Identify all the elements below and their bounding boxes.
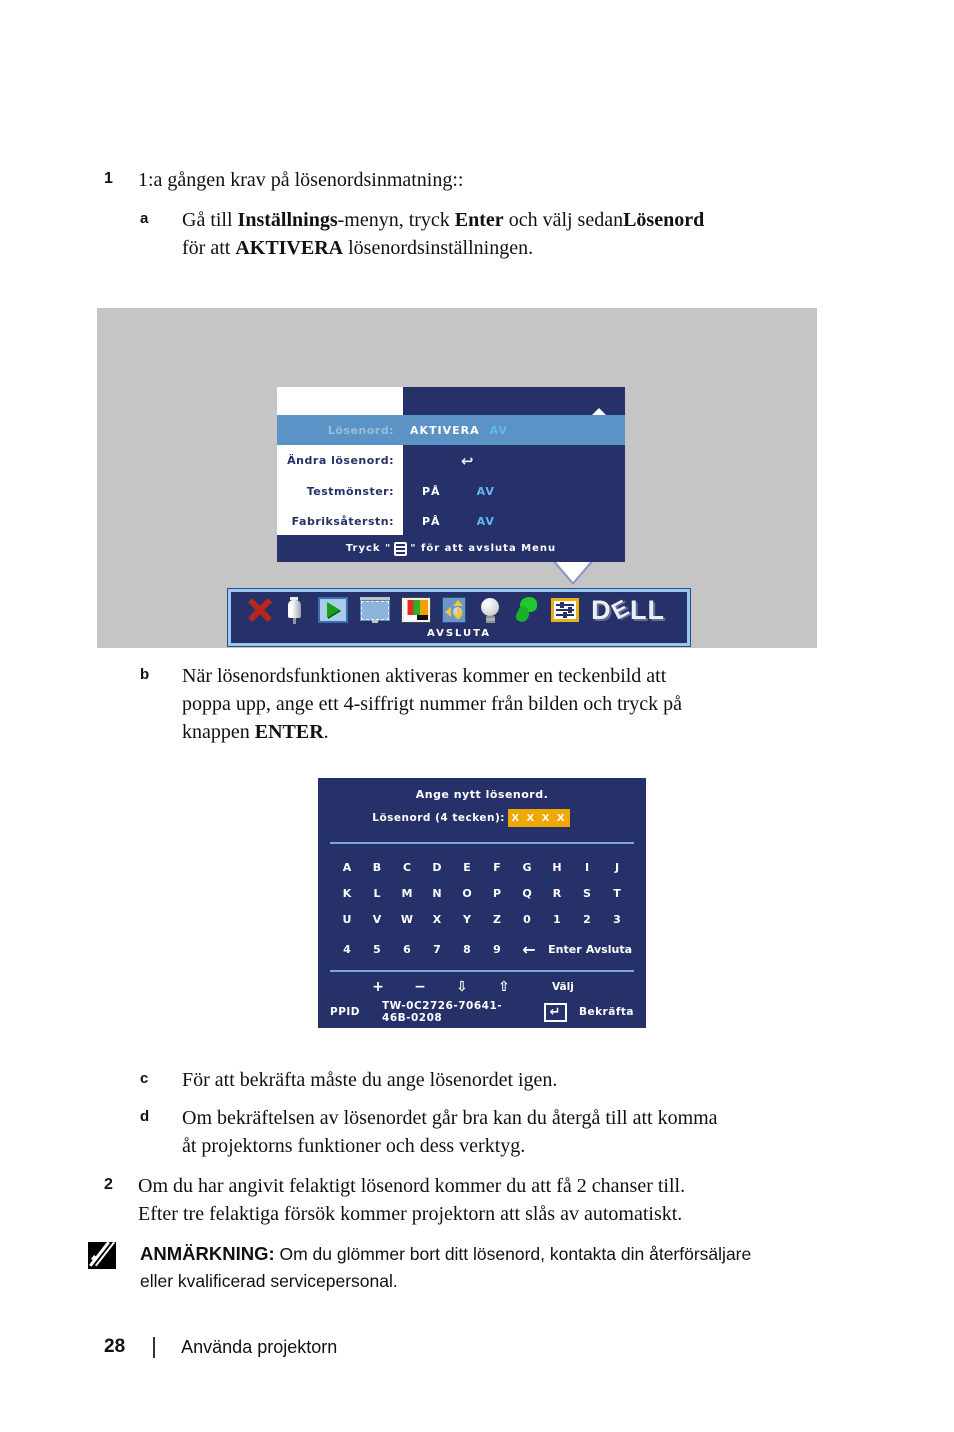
key-button[interactable]: 8: [463, 942, 471, 956]
osd-row-values: [403, 507, 625, 535]
password-entry-panel: [318, 778, 646, 1028]
osd-row-factory-reset[interactable]: [277, 507, 625, 535]
key-button[interactable]: U: [342, 912, 352, 926]
key-button[interactable]: L: [373, 886, 381, 900]
step-b: [140, 662, 840, 746]
option-pa[interactable]: PÅ: [422, 514, 441, 528]
key-button[interactable]: X: [432, 912, 442, 926]
osd-footer-hint: [277, 535, 625, 562]
digit-key-row: [332, 936, 632, 962]
source-icon[interactable]: [282, 595, 307, 625]
plus-icon: +: [372, 979, 384, 995]
osd-row-values: [403, 476, 625, 507]
option-av[interactable]: AV: [489, 423, 508, 437]
note-text: ANMÄRKNING: Om du glömmer bort ditt lösenord, kontakta din återförsäljare eller kvalificerad servicepersonal.: [140, 1243, 752, 1291]
key-button[interactable]: 3: [613, 912, 621, 926]
toolbar-exit-label[interactable]: AVSLUTA: [427, 628, 491, 639]
step-text: Gå till Inställnings-menyn, tryck Enter och välj sedanLösenord för att AKTIVERA lösenordsinställningen.: [182, 209, 705, 259]
minus-icon: −: [414, 979, 426, 995]
key-button[interactable]: 0: [523, 912, 531, 926]
step-letter: a: [140, 210, 149, 227]
settings-icon[interactable]: [551, 595, 579, 625]
step-c: [140, 1066, 840, 1094]
hint-text: Tryck ": [345, 543, 392, 554]
step-a: [140, 206, 840, 262]
osd-menu: [277, 387, 625, 562]
step-d: [140, 1104, 840, 1160]
osd-row-label: Testmönster:: [277, 476, 403, 507]
osd-header-row: [277, 387, 625, 415]
key-button[interactable]: 1: [553, 912, 561, 926]
osd-row-values: [403, 445, 625, 476]
osd-row-label: Ändra lösenord:: [277, 445, 403, 476]
key-button[interactable]: Y: [463, 912, 471, 926]
key-button[interactable]: N: [432, 886, 442, 900]
page-number: 28: [104, 1336, 126, 1357]
key-button[interactable]: 9: [493, 942, 501, 956]
key-button[interactable]: O: [462, 886, 472, 900]
ppid-value: TW-0C2726-70641-46B-0208: [382, 1000, 503, 1024]
password-field-label: Lösenord (4 tecken):: [372, 812, 505, 824]
test-pattern-icon[interactable]: [402, 595, 430, 625]
toolbar-icon-row: [231, 592, 687, 624]
navigation-icon[interactable]: [442, 597, 465, 623]
divider: [330, 970, 634, 972]
key-button[interactable]: F: [493, 860, 501, 874]
password-field-value: X X X X: [508, 809, 570, 827]
step-number: 1: [104, 170, 113, 187]
option-aktivera[interactable]: AKTIVERA: [410, 423, 480, 437]
osd-row-label: Fabriksåterstn:: [277, 507, 403, 535]
key-button[interactable]: 4: [343, 942, 351, 956]
key-row: [332, 906, 632, 932]
key-button[interactable]: B: [372, 860, 382, 874]
step-letter: c: [140, 1070, 149, 1087]
digit-keys: [332, 943, 512, 956]
key-row: [332, 854, 632, 880]
note-section: [88, 1240, 833, 1295]
step-2: [104, 1172, 844, 1228]
close-icon[interactable]: [245, 595, 270, 625]
key-button[interactable]: Z: [493, 912, 501, 926]
key-button[interactable]: I: [584, 860, 590, 874]
step-text: Om bekräftelsen av lösenordet går bra kan du återgå till att komma åt projektorns funktioner och dess verktyg.: [182, 1107, 718, 1157]
key-button[interactable]: T: [613, 886, 621, 900]
key-button[interactable]: 5: [373, 942, 381, 956]
osd-row-password[interactable]: [277, 415, 625, 445]
osd-row-label: Lösenord:: [277, 415, 403, 445]
osd-header-blank-cell: [277, 387, 403, 415]
section-title: Använda projektorn: [181, 1336, 338, 1357]
step-1: [104, 166, 844, 194]
confirm-label: Bekräfta: [578, 1006, 634, 1018]
menu-button-icon: [394, 542, 407, 556]
hint-text: " för att avsluta Menu: [410, 543, 557, 554]
support-icon[interactable]: [514, 595, 539, 625]
note-pencil-icon: [88, 1242, 116, 1269]
osd-row-test-pattern[interactable]: [277, 476, 625, 507]
key-button[interactable]: S: [583, 886, 591, 900]
ppid-row: [330, 1000, 634, 1024]
key-button[interactable]: G: [522, 860, 532, 874]
key-button[interactable]: H: [552, 860, 562, 874]
key-button[interactable]: C: [402, 860, 412, 874]
key-button[interactable]: 2: [583, 912, 591, 926]
up-arrow-icon: ⇧: [498, 979, 510, 995]
pointer-triangle: [556, 562, 590, 582]
option-av[interactable]: AV: [476, 514, 495, 528]
lamp-icon[interactable]: [478, 595, 503, 625]
select-label: Välj: [552, 981, 574, 993]
osd-toolbar: [228, 589, 690, 646]
option-av[interactable]: AV: [476, 485, 495, 498]
key-button[interactable]: M: [401, 886, 413, 900]
step-letter: b: [140, 666, 150, 683]
exit-key[interactable]: Avsluta: [585, 942, 632, 956]
option-pa[interactable]: PÅ: [422, 485, 441, 498]
osd-row-change-password[interactable]: [277, 445, 625, 476]
key-button[interactable]: P: [492, 886, 502, 900]
key-button[interactable]: V: [372, 912, 382, 926]
key-button[interactable]: D: [432, 860, 442, 874]
key-button[interactable]: 7: [433, 942, 441, 956]
osd-row-values: [403, 415, 625, 445]
screen-icon[interactable]: [360, 595, 390, 625]
key-button[interactable]: 6: [403, 942, 411, 956]
step-text: När lösenordsfunktionen aktiveras kommer en teckenbild att poppa upp, ange ett 4-siffrigt nummer från bilden och tryck på knappen ENTER.: [182, 665, 683, 743]
step-text: Om du har angivit felaktigt lösenord kommer du att få 2 chanser till. Efter tre felaktiga försök kommer projektorn att slås av automatiskt.: [138, 1175, 686, 1225]
key-button[interactable]: K: [342, 886, 352, 900]
character-key-grid: [332, 854, 632, 932]
key-button[interactable]: J: [614, 860, 620, 874]
step-number: 2: [104, 1176, 113, 1193]
panel-title: Ange nytt lösenord.: [415, 788, 549, 801]
key-button[interactable]: R: [552, 886, 562, 900]
enter-key[interactable]: Enter: [548, 942, 582, 956]
ppid-label: PPID: [330, 1006, 361, 1018]
enter-return-icon: ↵: [544, 1003, 567, 1022]
page-up-icon[interactable]: [592, 395, 612, 408]
key-row: [332, 880, 632, 906]
key-button[interactable]: A: [342, 860, 352, 874]
footer-divider: [153, 1337, 155, 1358]
backspace-key[interactable]: ←: [522, 939, 534, 959]
play-icon-wrap[interactable]: [318, 595, 348, 625]
osd-screenshot-figure: [97, 308, 817, 648]
dell-logo: D E L L: [591, 593, 665, 625]
key-button[interactable]: Q: [522, 886, 532, 900]
down-arrow-icon: ⇩: [456, 979, 468, 995]
key-button[interactable]: W: [400, 912, 414, 926]
divider: [330, 842, 634, 844]
key-button[interactable]: E: [463, 860, 471, 874]
page-footer: [104, 1336, 337, 1358]
osd-header-cell: [403, 387, 625, 415]
step-text: För att bekräfta måste du ange lösenordet igen.: [182, 1069, 558, 1091]
navigation-hint-row: [370, 976, 632, 998]
return-arrow-icon: ↩: [461, 451, 475, 470]
step-letter: d: [140, 1108, 150, 1125]
step-text: 1:a gången krav på lösenordsinmatning::: [138, 169, 464, 191]
